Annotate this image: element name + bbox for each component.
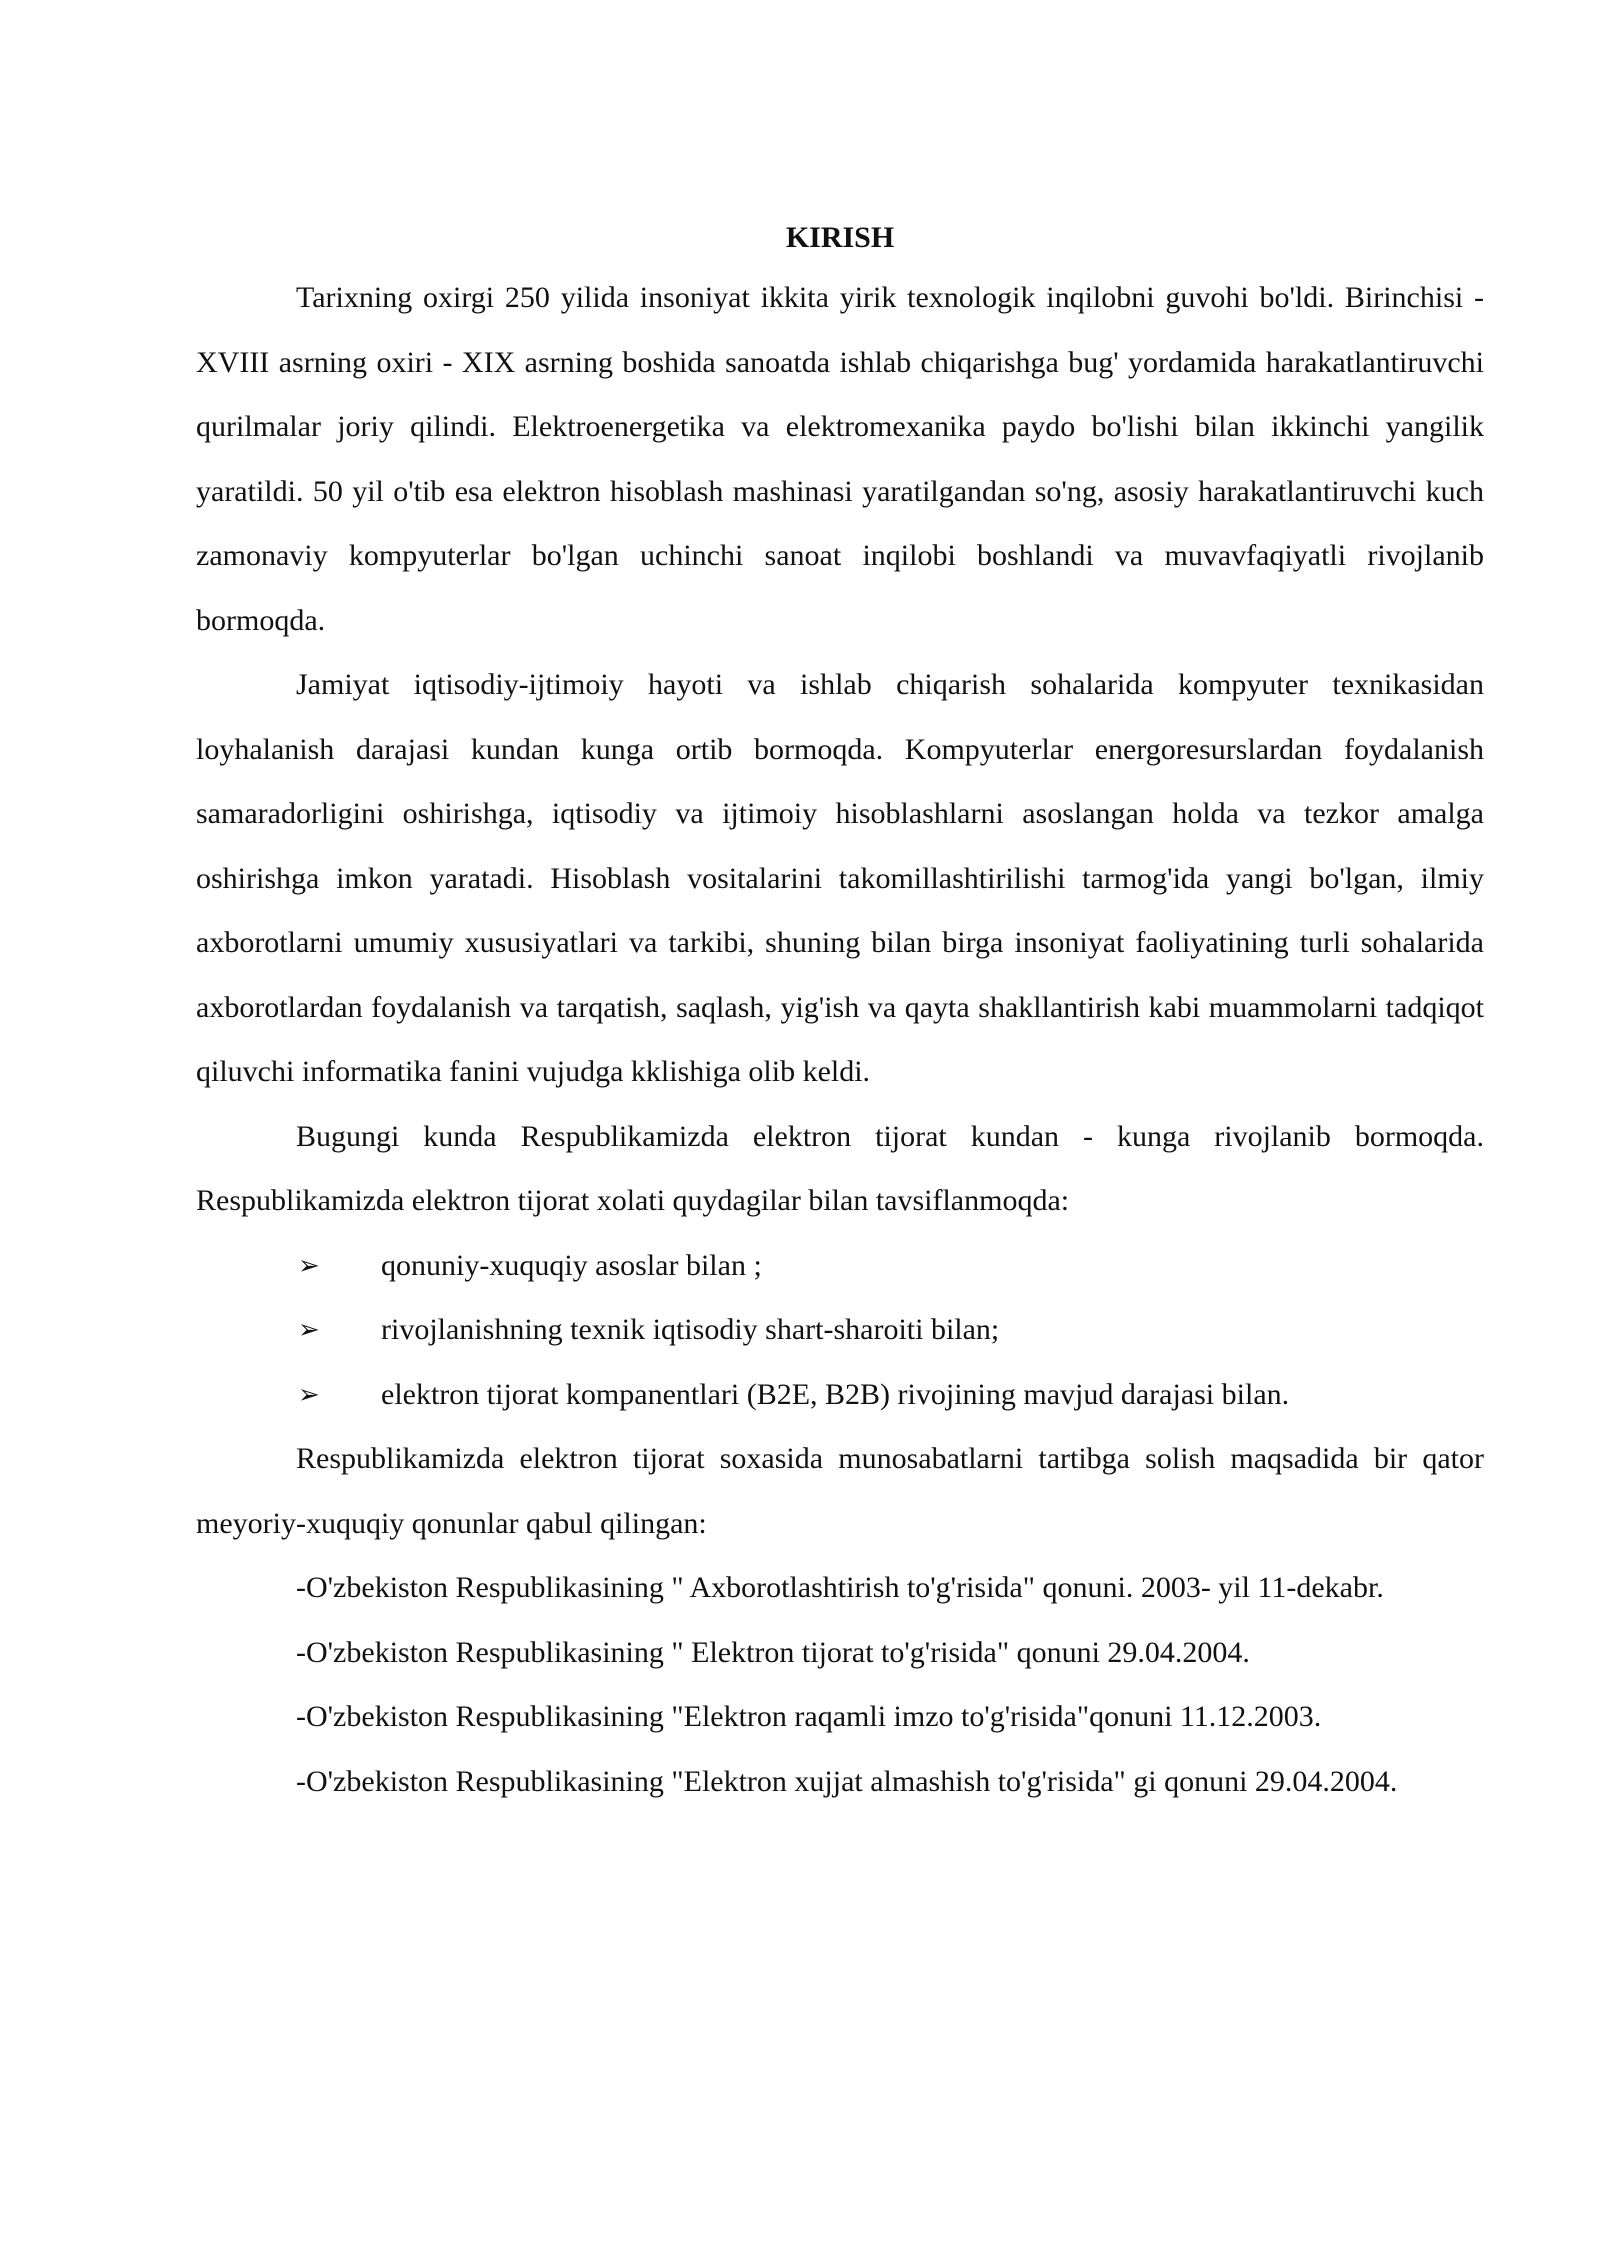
paragraph-ecommerce: Bugungi kunda Respublikamizda elektron tijorat kundan - kunga rivojlanib bormoqda. Respublikamizda elektron tijorat xolati quydagilar bilan tavsiflanmoqda: [196, 1119, 1484, 1217]
arrow-bullet-icon: ➢ [298, 1250, 320, 1281]
list-item-text: rivojlanishning texnik iqtisodiy shart-sharoiti bilan; [381, 1313, 1000, 1346]
arrow-bullet-icon: ➢ [298, 1379, 320, 1410]
law-item: -O'zbekiston Respublikasining " Axborotlashtirish to'g'risida" qonuni. 2003- yil 11-dekabr. [296, 1571, 1384, 1604]
paragraph-laws-intro: Respublikamizda elektron tijorat soxasida munosabatlarni tartibga solish maqsadida bir qator meyoriy-xuquqiy qonunlar qabul qilingan: [196, 1442, 1484, 1540]
list-item-text: elektron tijorat kompanentlari (B2E, B2B) rivojining mavjud darajasi bilan. [381, 1377, 1290, 1411]
paragraph-computers: Jamiyat iqtisodiy-ijtimoiy hayoti va ishlab chiqarish sohalarida kompyuter texnikasidan loyhalanish darajasi kundan kunga ortib bormoqda. Kompyuterlar energoresurslardan foydalanish samaradorligini oshirishga, iqtisodiy va ijtimoiy hisoblashlarni asoslangan holda va tezkor amalga oshirishga imkon yaratadi. Hisoblash vositalarini takomillashtirilishi tarmog'ida yangi bo'lgan, ilmiy axborotlarni umumiy xususiyatlari va tarkibi, shuning bilan birga insoniyat faoliyatining turli sohalarida axborotlardan foydalanish va tarqatish, saqlash, yig'ish va qayta shakllantirish kabi muammolarni tadqiqot qiluvchi informatika fanini vujudga kklishiga olib keldi. [196, 668, 1484, 1088]
list-item [196, 1363, 1484, 1428]
list-item-text: qonuniy-xuquqiy asoslar bilan ; [381, 1248, 762, 1282]
law-item: -O'zbekiston Respublikasining " Elektron tijorat to'g'risida" qonuni 29.04.2004. [296, 1635, 1250, 1669]
law-item: -O'zbekiston Respublikasining "Elektron raqamli imzo to'g'risida"qonuni 11.12.2003. [296, 1700, 1322, 1733]
document-page [196, 210, 1484, 1814]
list-item [196, 1298, 1484, 1363]
list-item [196, 1234, 1484, 1299]
arrow-bullet-icon: ➢ [298, 1315, 320, 1345]
paragraph-intro: Tarixning oxirgi 250 yilida insoniyat ikkita yirik texnologik inqilobni guvohi bo'ldi. Birinchisi - XVIII asrning oxiri - XIX asrning boshida sanoatda ishlab chiqarishga bug' yordamida harakatlantiruvchi qurilmalar joriy qilindi. Elektroenergetika va elektromexanika paydo bo'lishi bilan ikkinchi yangilik yaratildi. 50 yil o'tib esa elektron hisoblash mashinasi yaratilgandan so'ng, asosiy harakatlantiruvchi kuch zamonaviy kompyuterlar bo'lgan uchinchi sanoat inqilobi boshlandi va muvavfaqiyatli rivojlanib bormoqda. [196, 281, 1484, 637]
ecommerce-factors-list [196, 1234, 1484, 1428]
law-item: -O'zbekiston Respublikasining "Elektron xujjat almashish to'g'risida" gi qonuni 29.04.2004. [296, 1764, 1398, 1798]
document-title: KIRISH [785, 221, 895, 254]
